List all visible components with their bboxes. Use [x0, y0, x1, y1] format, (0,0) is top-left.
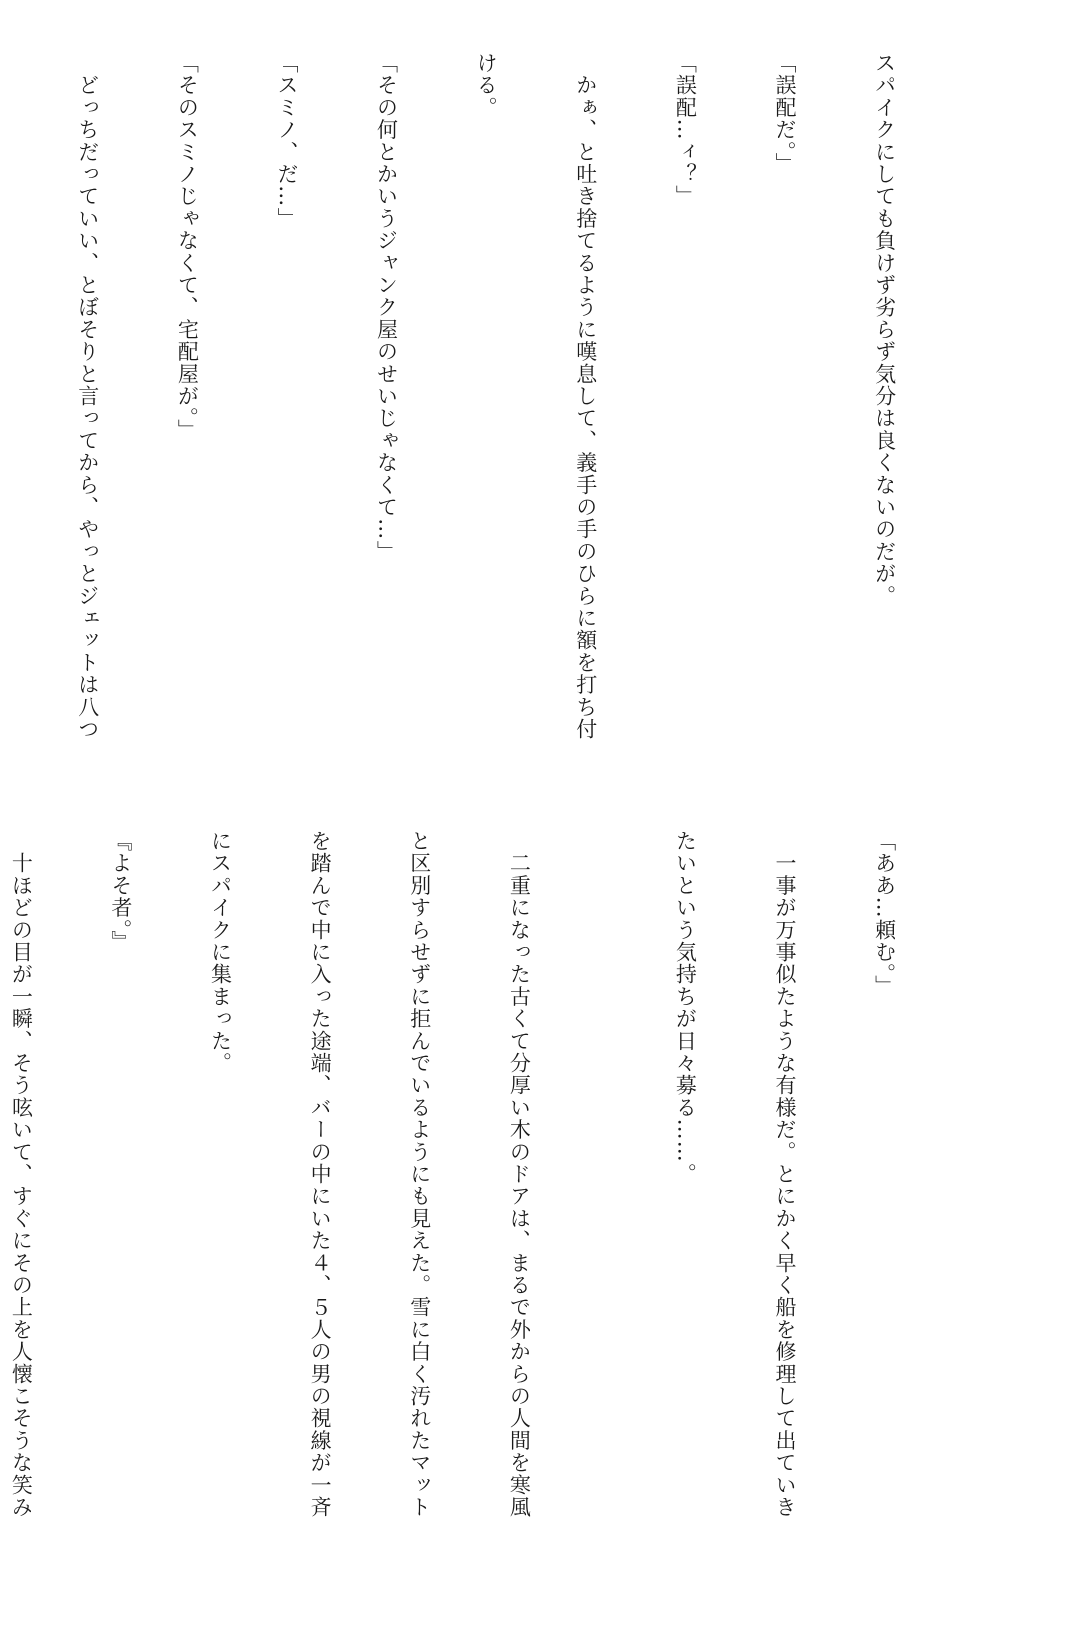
- text-line: 「その何とかいうジャンク屋のせいじゃなくて…」: [374, 52, 399, 563]
- text-line: ける。: [474, 52, 499, 119]
- text-line: 「スミノ、だ…」: [274, 52, 299, 230]
- text-line: 一事が万事似たような有様だ。とにかく早く船を修理して出ていき: [772, 830, 797, 1519]
- upper-text-block: [75, 52, 967, 782]
- text-line: かぁ、と吐き捨てるように嘆息して、義手の手のひらに額を打ち付: [573, 52, 598, 741]
- text-line: 「誤配…ィ？」: [673, 52, 698, 208]
- text-line: 二重になった古くて分厚い木のドアは、まるで外からの人間を寒風: [507, 830, 532, 1519]
- text-line: を踏んで中に入った途端、バーの中にいた４、５人の男の視線が一斉: [308, 830, 333, 1519]
- text-line: 十ほどの目が一瞬、そう呟いて、すぐにその上を人懐こそうな笑み: [9, 830, 34, 1519]
- text-line: [0, 52, 4, 782]
- text-line: 『よそ者。』: [108, 830, 133, 953]
- text-line: にスパイクに集まった。: [208, 830, 233, 1075]
- text-line: 「ああ…頼む。」: [872, 830, 897, 998]
- text-line: 「誤配だ。」: [772, 52, 797, 175]
- text-line: たいという気持ちが日々募る……。: [673, 830, 698, 1186]
- text-line: どっちだっていい、とぼそりと言ってから、やっとジェットは八つ: [75, 52, 100, 741]
- text-line: スパイクにしても負けず劣らず気分は良くないのだが。: [872, 52, 897, 607]
- lower-text-block: [9, 830, 967, 1550]
- text-line: と区別すらせずに拒んでいるようにも見えた。雪に白く汚れたマット: [407, 830, 432, 1519]
- text-line: 「そのスミノじゃなくて、宅配屋が。」: [175, 52, 200, 442]
